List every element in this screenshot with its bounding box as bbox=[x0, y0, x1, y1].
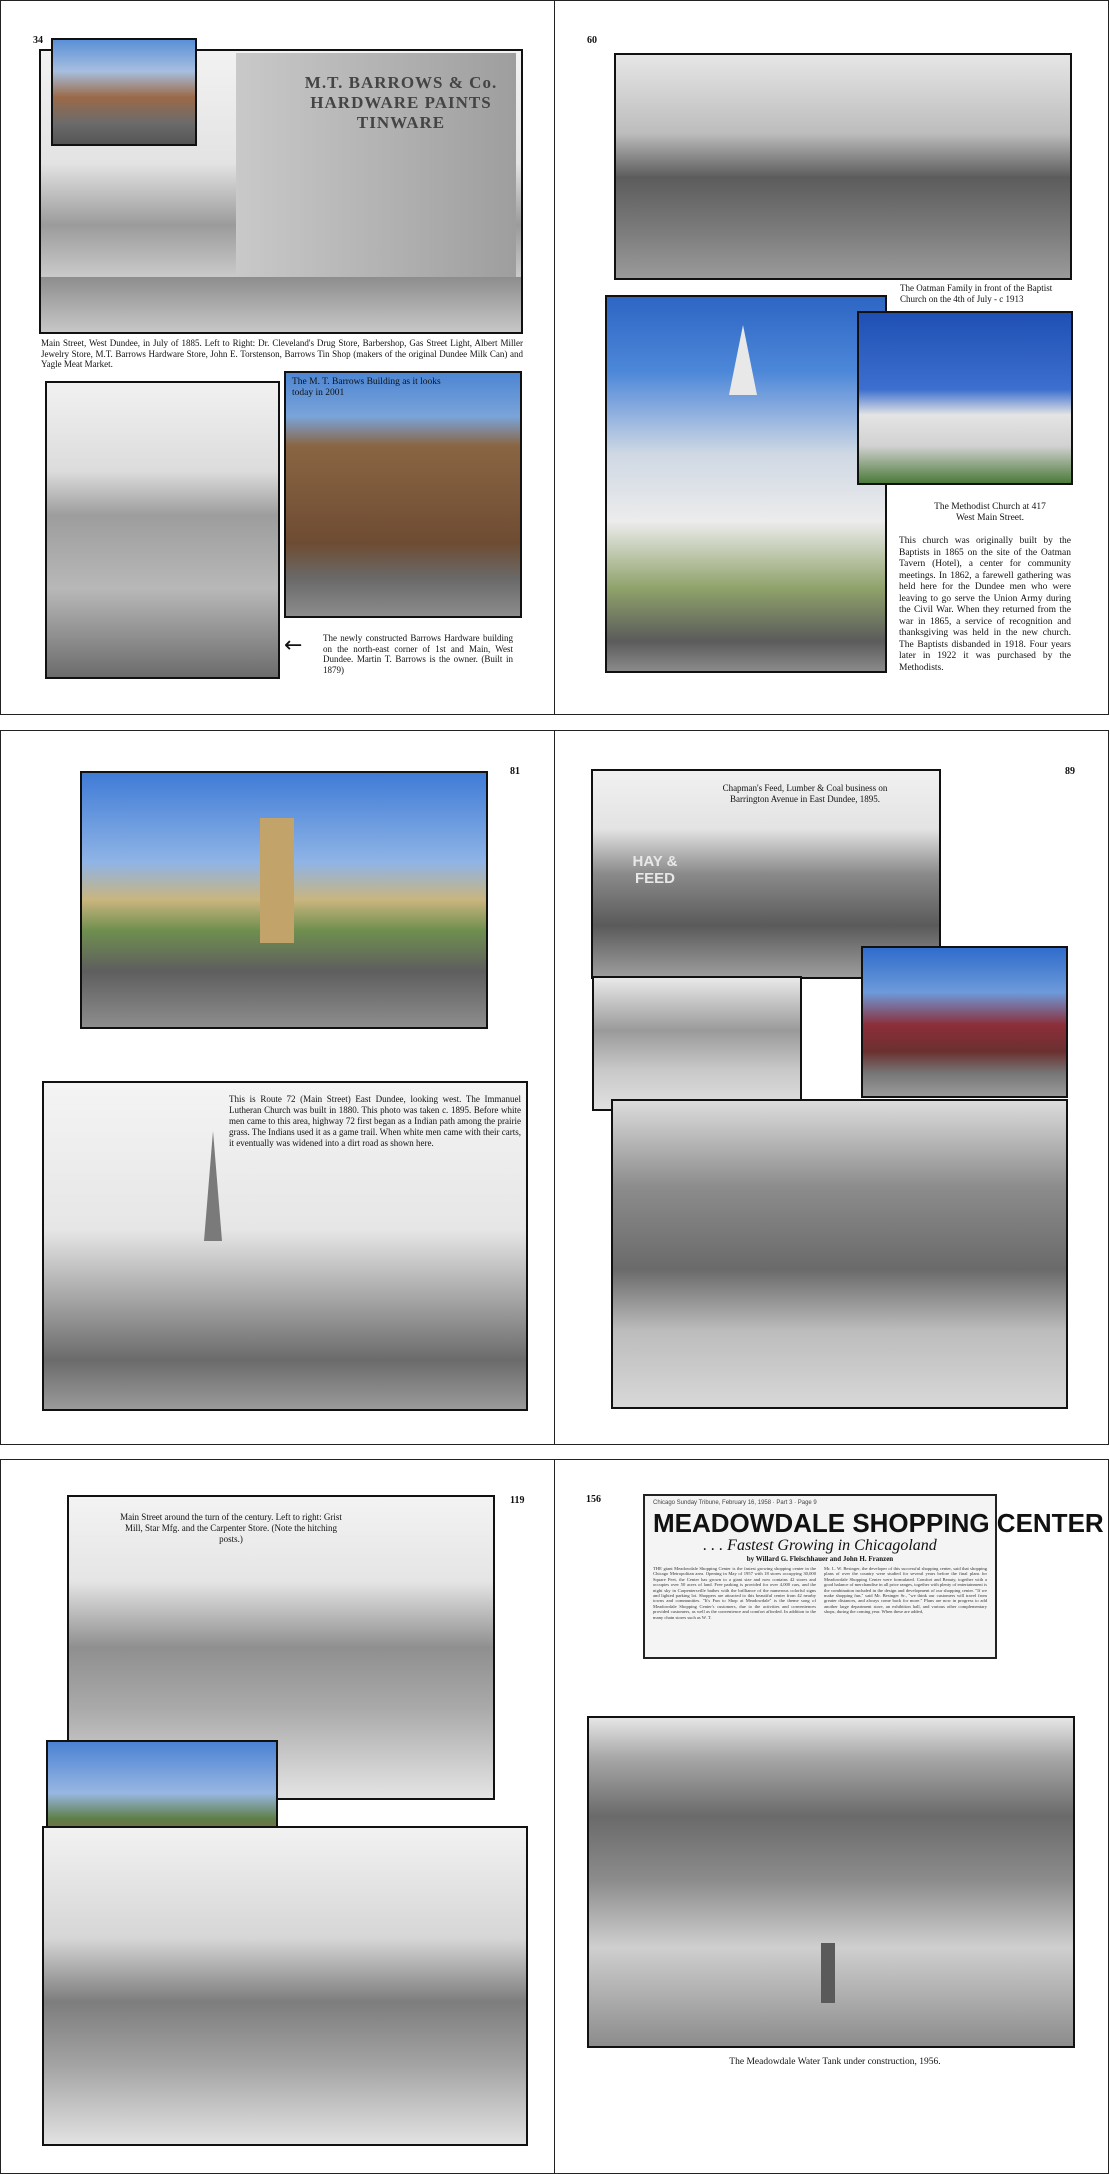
barrows-2001-inset-caption: The M. T. Barrows Building as it looks today in 2001 bbox=[292, 377, 441, 398]
page-60 bbox=[554, 0, 1109, 715]
route-72-caption: This is Route 72 (Main Street) East Dundee, looking west. The Immanuel Lutheran Church was built in 1880. This photo was taken c. 1895. Before white men came to this area, highway 72 first began as a Indian path among the prairie grass. The Indians used it as a game trail. When white men came with their carts, it eventually was widened into a dirt road as shown here. bbox=[229, 1094, 521, 1148]
barrows-building-2001-photo bbox=[284, 371, 522, 618]
church-steeple bbox=[729, 325, 757, 395]
new-barrows-building-photo bbox=[45, 381, 280, 679]
main-street-wagons-photo bbox=[42, 1826, 528, 2146]
water-tank-structure bbox=[821, 1943, 835, 2003]
meadowdale-water-tank-aerial-photo bbox=[587, 1716, 1075, 2048]
feed-store-modern-photo bbox=[861, 946, 1068, 1098]
main-street-1885-caption: Main Street, West Dundee, in July of 1885. Left to Right: Dr. Cleveland's Drug Store, Barbershop, Gas Street Light, Albert Miller Jewelry Store, M.T. Barrows Hardware Store, John E. Torstenson, Barrows Tin Shop (makers of the original Dundee Milk Can) and Yagle Meat Market. bbox=[41, 338, 523, 369]
newspaper-header-line: Chicago Sunday Tribune, February 16, 1958 · Part 3 · Page 9 bbox=[653, 1500, 817, 1506]
methodist-church-body: This church was originally built by the Baptists in 1865 on the site of the Oatman Tavern (Hotel), a center for community meetings. In 1862, a farewell gathering was held here for the Dundee men who were leaving to go serve the Union Army during the Civil War. When they returned from the war in 1865, a service of recognition and thanksgiving was held in the new church. The Baptists disbanded in 1918. Four years later in 1922 it was purchased by the Methodists. bbox=[899, 536, 1071, 673]
page-89 bbox=[554, 730, 1109, 1445]
methodist-church-historic-color-photo bbox=[605, 295, 887, 673]
building-sign-text: M.T. BARROWS & Co. HARDWARE PAINTS TINWARE bbox=[304, 73, 498, 132]
newspaper-column-2: Mr. L. W. Besinger, the developer of this successful shopping center, said that shopping plans of over the country were studied for several years before the final plans for Meadowdale Shopping Center were formulated. Comfort and Beauty, together with a good balance of merchandise in all price ranges, together with plenty of entertainment is the combination included in the design and development of our shopping center. "If we make shopping fun," said Mr. Besinger Sr., "we think our customers will travel from greater distances, and always come back for more." Plans are now in progress to add another large department store, an exhibition hall, and various other complementary shops, during the coming year. When these are added, bbox=[824, 1566, 987, 1615]
newspaper-byline: by Willard G. Fleischhauer and John H. Franzen bbox=[746, 1555, 894, 1563]
feed-store-street-photo bbox=[592, 976, 802, 1111]
oatman-family-photo bbox=[614, 53, 1072, 280]
page-number: 119 bbox=[510, 1495, 525, 1506]
page-number: 60 bbox=[587, 35, 597, 46]
street-ground bbox=[41, 277, 521, 332]
hay-feed-sign: HAY & FEED bbox=[632, 853, 678, 887]
methodist-church-modern-photo bbox=[857, 311, 1073, 485]
page-number: 34 bbox=[33, 35, 43, 46]
page-number: 81 bbox=[510, 766, 520, 777]
page-81 bbox=[0, 730, 555, 1445]
page-34 bbox=[0, 0, 555, 715]
oatman-family-caption: The Oatman Family in front of the Baptist Church on the 4th of July - c 1913 bbox=[900, 283, 1053, 304]
newspaper-subheadline: . . . Fastest Growing in Chicagoland bbox=[703, 1537, 937, 1554]
church-tower bbox=[260, 818, 294, 943]
page-156 bbox=[554, 1459, 1109, 2174]
horse-wagon-store-photo bbox=[611, 1099, 1068, 1409]
methodist-church-title: The Methodist Church at 417 West Main Street. bbox=[934, 502, 1046, 523]
chapman-feed-caption: Chapman's Feed, Lumber & Coal business on Barrington Avenue in East Dundee, 1895. bbox=[722, 783, 888, 804]
route-72-modern-photo bbox=[80, 771, 488, 1029]
page-number: 89 bbox=[1065, 766, 1075, 777]
modern-main-street-inset-photo bbox=[51, 38, 197, 146]
page-119 bbox=[0, 1459, 555, 2174]
page-number: 156 bbox=[586, 1494, 601, 1505]
new-building-caption: The newly constructed Barrows Hardware building on the north-east corner of 1st and Main, West Dundee. Martin T. Barrows is the owner. (Built in 1879) bbox=[323, 633, 513, 675]
newspaper-column-1: THE giant Meadowdale Shopping Center is the fastest growing shopping center in the Chicago Metropolitan area. Opening in May of 1957 with 18 stores occupying 30,000 Square Feet, the Center has grown to a giant size and now contains 42 stores and occupies over 50 acres of land. Free parking is provided for over 4,000 cars, and the night sky in Carpentersville bathes with the brilliance of the numerous colorful signs and lighted parking lot. Shoppers are attracted to this beautiful center from 42 nearby towns and communities. "It's Fun to Shop at Meadowdale" is the theme song of Meadowdale Shopping Center's customers, due to the activities and conveniences provided customers, as well as the convenience and comfort afforded. In addition to the many chain stores such as W. T. bbox=[653, 1566, 816, 1620]
main-street-turn-of-century-caption: Main Street around the turn of the century. Left to right: Grist Mill, Star Mfg. and the Carpenter Store. (Note the hitching posts.) bbox=[120, 1512, 342, 1544]
lutheran-church-steeple bbox=[204, 1131, 222, 1241]
water-tank-caption: The Meadowdale Water Tank under construction, 1956. bbox=[729, 2057, 941, 2067]
newspaper-clipping bbox=[643, 1494, 1104, 1659]
left-arrow-icon: ← bbox=[284, 633, 303, 658]
newspaper-headline: MEADOWDALE SHOPPING CENTER bbox=[653, 1508, 1104, 1538]
